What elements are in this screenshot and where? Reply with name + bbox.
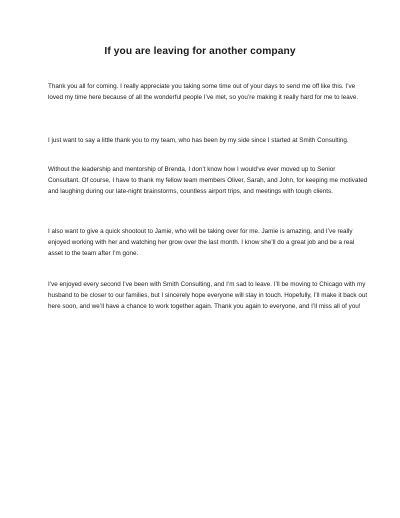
paragraph-team: I just want to say a little thank you to my team, who has been by my side since I started at Smith Consulting. [48, 137, 349, 144]
paragraph-mentorship: Without the leadership and mentorship of Brenda, I don’t know how I would’ve ever moved up to Senior Consultant. Of course, I have to thank my fellow team members Oliver, Sarah, and John, for keeping me motivated and laughing during our late-night brainstorms, countless airport trips, and meetings with tough clients. [48, 166, 368, 196]
paragraph-farewell: I’ve enjoyed every second I’ve been with Smith Consulting, and I’m sad to leave. I’ll be moving to Chicago with my husband to be closer to our families, but I sincerely hope everyone will stay in touch. Hopefully, I’ll make it back out here soon, and we’ll have a chance to work together again. Thank you again to everyone, and I’ll miss all of you! [48, 281, 368, 311]
paragraph-thanks: Thank you all for coming. I really appreciate you taking some time out of your days to send me off like this. I’ve loved my time here because of all the wonderful people I’ve met, so you’re making it really hard for me to leave. [48, 83, 359, 102]
document-title: If you are leaving for another company [104, 46, 296, 57]
paragraph-successor: I also want to give a quick shootout to Jamie, who will be taking over for me. Jamie is amazing, and I’ve really enjoyed working with her and watching her grow over the last month. I know she’ll do a great job and be a real asset to the team after I’m gone. [48, 228, 355, 258]
